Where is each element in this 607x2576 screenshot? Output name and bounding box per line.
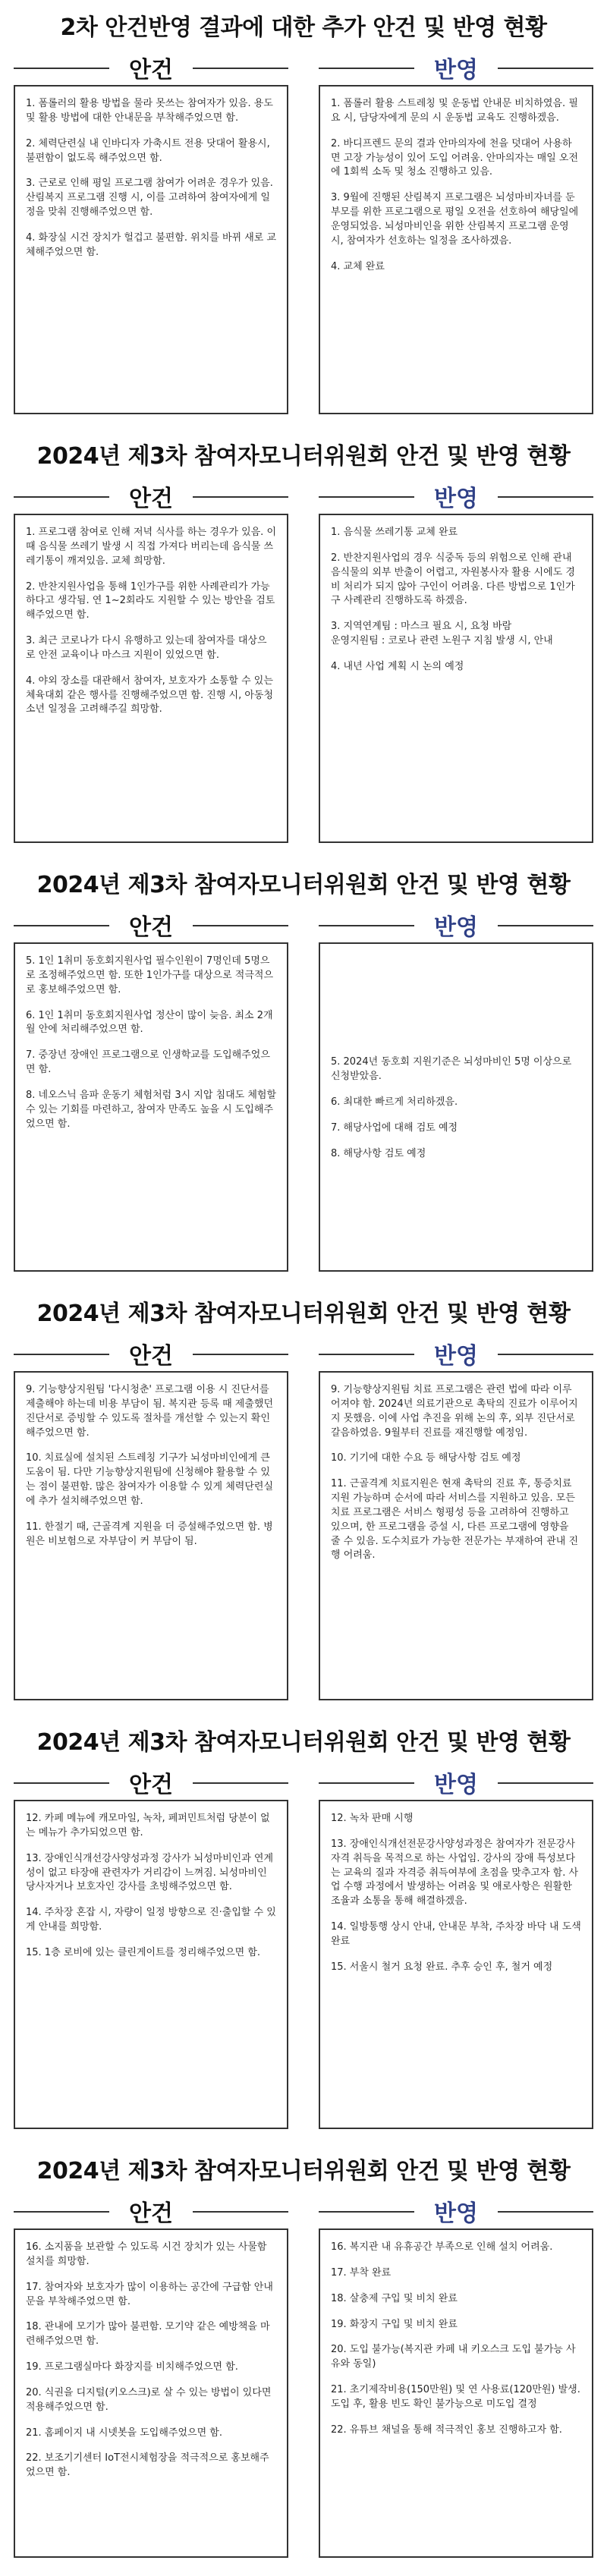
agenda-column <box>14 479 288 843</box>
reflection-item: 12. 녹차 판매 시행 <box>331 1813 414 1824</box>
reflection-label: 반영 <box>414 51 498 84</box>
reflection-box <box>319 1371 593 1700</box>
agenda-column <box>14 1765 288 2129</box>
reflection-column <box>319 2194 593 2558</box>
agenda-label: 안건 <box>109 1337 193 1370</box>
agenda-box <box>14 2228 288 2558</box>
reflection-item: 4. 교체 완료 <box>331 260 385 272</box>
reflection-item: 17. 부착 완료 <box>331 2266 392 2279</box>
section-title: 2024년 제3차 참여자모니터위원회 안건 및 반영 현황 <box>36 1301 571 1327</box>
reflection-header <box>319 50 593 85</box>
reflection-item: 2. 바디프렌드 문의 결과 안마의자에 천을 덧대어 사용하면 고장 가능성이 있어 도입 어려움. 안마의자는 매일 오전에 1회씩 소독 및 청소 진행하고 있음. <box>331 137 579 178</box>
agenda-header <box>14 50 288 85</box>
reflection-item: 10. 기기에 대한 수요 등 해당사항 검토 예정 <box>331 1452 521 1464</box>
reflection-box <box>319 2228 593 2558</box>
agenda-header <box>14 1765 288 1800</box>
agenda-item: 6. 1인 1취미 동호회지원사업 정산이 많이 늦음. 최소 2개월 안에 처리해주었으면 함. <box>26 1009 273 1036</box>
section-title: 2024년 제3차 참여자모니터위원회 안건 및 반영 현황 <box>36 1729 571 1756</box>
agenda-item: 5. 1인 1취미 동호회지원사업 필수인원이 7명인데 5명으로 조정해주었으면 함. 또한 1인가구를 대상으로 적극적으로 홍보해주었으면 함. <box>26 955 274 995</box>
section-title: 2024년 제3차 참여자모니터위원회 안건 및 반영 현황 <box>36 872 571 898</box>
reflection-item: 2. 반찬지원사업의 경우 식중독 등의 위험으로 인해 관내 음식물의 외부 반출이 어렵고, 자원봉사자 활용 시에도 경비 처리가 되지 않아 구인이 어려움. 다른 방법으로 1인가구 사례관리 진행하도록 하겠음. <box>331 552 575 607</box>
agenda-column <box>14 1336 288 1700</box>
reflection-column <box>319 479 593 843</box>
reflection-column <box>319 50 593 414</box>
agenda-item: 17. 참여자와 보호자가 많이 이용하는 공간에 구급함 안내문을 부착해주었으면 함. <box>26 2281 273 2307</box>
reflection-column <box>319 1336 593 1700</box>
agenda-item: 20. 식권을 디지털(키오스크)로 살 수 있는 방법이 있다면 적용해주었으면 함. <box>26 2386 272 2413</box>
agenda-item: 3. 근로로 인해 평일 프로그램 참여가 어려운 경우가 있음. 산림복지 프로그램 진행 시, 이를 고려하여 참여자에게 일정을 맞춰 진행해주었으면 함. <box>26 178 273 219</box>
agenda-item: 8. 네오스닉 음파 운동기 체험처럼 3시 지압 침대도 체험할 수 있는 기회를 마련하고, 참여자 만족도 높을 시 도입해주었으면 함. <box>26 1089 277 1130</box>
agenda-box <box>14 514 288 843</box>
section-columns <box>0 907 607 1272</box>
agenda-item: 15. 1층 로비에 있는 클린게이트를 정리해주었으면 함. <box>26 1946 261 1958</box>
reflection-item: 8. 해당사항 검토 예정 <box>331 1147 426 1159</box>
agenda-item: 2. 체력단련실 내 인바디자 가축시트 전용 닷대어 활용시, 불편함이 없도록 해주었으면 함. <box>26 137 270 164</box>
reflection-item: 11. 근골격계 치료지원은 현재 촉탁의 진료 후, 통증치료 지원 가능하며 순서에 따라 서비스를 지원하고 있음. 모든 치료 프로그램은 서비스 형평성 등을 고려하여 진행하고 있으며, 한 프로그램을 증설 시, 다른 프로그램에 영향을 줄 수 있음. 도수치료가 가능한 전문가는 부재하여 관내 진행 어려움. <box>331 1478 579 1562</box>
reflection-item: 14. 일방통행 상시 안내, 안내문 부착, 주차장 바닥 내 도색 완료 <box>331 1921 581 1947</box>
section-title: 2차 안건반영 결과에 대한 추가 안건 및 반영 현황 <box>60 14 547 41</box>
agenda-item: 1. 프로그램 참여로 인해 저녁 식사를 하는 경우가 있음. 이때 음식물 쓰레기 발생 시 직접 가져다 버리는데 음식물 쓰레기통이 깨져있음. 교체 희망함. <box>26 527 277 567</box>
reflection-item: 22. 유튜브 채널을 통해 적극적인 홍보 진행하고자 함. <box>331 2423 562 2436</box>
agenda-item: 7. 중장년 장애인 프로그램으로 인생학교를 도입해주었으면 함. <box>26 1049 270 1076</box>
agenda-item: 18. 관내에 모기가 많아 불편함. 모기약 같은 예방책을 마련해주었으면 함. <box>26 2321 270 2348</box>
reflection-label: 반영 <box>414 2194 498 2228</box>
agenda-item: 10. 치료실에 설치된 스트레칭 기구가 뇌성마비인에게 큰 도움이 됨. 다만 기능향상지원팀에 신청해야 활용할 수 있는 점이 불편함. 많은 참여자가 이용할 수 있게 체력단련실에 추가 설치해주었으면 함. <box>26 1452 274 1507</box>
report-section <box>0 857 607 1286</box>
reflection-column <box>319 1765 593 2129</box>
reflection-label: 반영 <box>414 908 498 942</box>
reflection-header <box>319 1336 593 1371</box>
reflection-label: 반영 <box>414 1766 498 1799</box>
agenda-item: 2. 반찬지원사업을 통해 1인가구를 위한 사례관리가 가능하다고 생각됨. 연 1~2회라도 지원할 수 있는 방안을 검토해주었으면 함. <box>26 580 275 621</box>
agenda-column <box>14 2194 288 2558</box>
reflection-header <box>319 907 593 942</box>
reflection-item: 13. 장애인식개선전문강사양성과정은 참여자가 전문강사 자격 취득을 목적으로 하는 사업임. 강사의 장애 특성보다는 교육의 질과 자격증 취득여부에 초점을 맞추고자 함. 사업 수행 과정에서 발생하는 어려움 및 애로사항은 원활한 조율과 소통을 통해 해결하겠음. <box>331 1838 579 1908</box>
agenda-label: 안건 <box>109 1766 193 1799</box>
section-columns <box>0 1336 607 1700</box>
report-section <box>0 0 607 429</box>
reflection-item: 5. 2024년 동호회 지원기준은 뇌성마비인 5명 이상으로 신청받았음. <box>331 1056 572 1083</box>
reflection-item: 6. 최대한 빠르게 처리하겠음. <box>331 1096 458 1109</box>
reflection-header <box>319 2194 593 2228</box>
agenda-item: 16. 소지품을 보관할 수 있도록 시건 장치가 있는 사물함 설치를 희망함. <box>26 2241 267 2267</box>
reflection-box <box>319 942 593 1272</box>
agenda-item: 1. 폼롤러의 활용 방법을 물라 못쓰는 참여자가 있음. 용도 및 활용 방법에 대한 안내문을 부착해주었으면 함. <box>26 98 273 124</box>
reflection-item: 18. 살충제 구입 및 비치 완료 <box>331 2292 458 2304</box>
agenda-box <box>14 85 288 414</box>
reflection-item: 16. 복지관 내 유휴공간 부족으로 인해 설치 어려움. <box>331 2241 553 2253</box>
reflection-label: 반영 <box>414 480 498 513</box>
reflection-item: 21. 초기제작비용(150만원) 및 연 사용료(120만원) 발생. 도입 후, 활용 빈도 확인 불가능으로 미도입 결정 <box>331 2384 580 2410</box>
section-title: 2024년 제3차 참여자모니터위원회 안건 및 반영 현황 <box>36 2158 571 2184</box>
report-section <box>0 1286 607 1715</box>
reflection-box <box>319 514 593 843</box>
reflection-box <box>319 1800 593 2129</box>
agenda-box <box>14 1800 288 2129</box>
reflection-label: 반영 <box>414 1337 498 1370</box>
report-section <box>0 1715 607 2144</box>
agenda-label: 안건 <box>109 2194 193 2228</box>
reflection-item: 7. 해당사업에 대해 검토 예정 <box>331 1121 458 1134</box>
reflection-item: 1. 음식물 쓰레기통 교체 완료 <box>331 527 458 538</box>
agenda-header <box>14 907 288 942</box>
reflection-item: 1. 폼롤러 활용 스트레칭 및 운동법 안내문 비치하였음. 필요 시, 담당자에게 문의 시 운동법 교육도 진행하겠음. <box>331 98 578 124</box>
agenda-item: 9. 기능향상지원팀 '다시청춘' 프로그램 이용 시 진단서를 제출해야 하는데 비용 부담이 됨. 복지관 등록 때 제출했던 진단서로 증빙할 수 있도록 절차를 개선할 수 있는지 확인해주었으면 함. <box>26 1384 274 1439</box>
reflection-item: 9. 기능향상지원팀 치료 프로그램은 관련 법에 따라 이루어져야 함. 2024년 의료기관으로 촉탁의 진료가 이루어지지 못했음. 이에 사업 추진을 위해 논의 후, 외부 진단서로 갈음하였음. 9월부터 진료를 재진행할 예정임. <box>331 1384 578 1439</box>
reflection-item: 15. 서울시 철거 요청 완료. 추후 승인 후, 철거 예정 <box>331 1961 553 1973</box>
agenda-label: 안건 <box>109 908 193 942</box>
agenda-item: 11. 한절기 때, 근골격계 지원을 더 증설해주었으면 함. 병원은 비보험으로 자부담이 커 부담이 됨. <box>26 1521 273 1547</box>
reflection-box <box>319 85 593 414</box>
agenda-column <box>14 907 288 1272</box>
reflection-item: 3. 9월에 진행된 산림복지 프로그램은 뇌성마비자녀를 둔 부모를 위한 프로그램으로 평일 오전을 선호하여 해당일에 운영되었음. 뇌성마비인을 위한 산림복지 프로그램 운영 시, 참여자가 선호하는 일정을 조사하겠음. <box>331 192 579 247</box>
agenda-column <box>14 50 288 414</box>
reflection-header <box>319 1765 593 1800</box>
section-title: 2024년 제3차 참여자모니터위원회 안건 및 반영 현황 <box>36 443 571 470</box>
report-section <box>0 429 607 857</box>
agenda-item: 4. 야외 장소를 대관해서 참여자, 보호자가 소통할 수 있는 체육대회 같은 행사를 진행해주었으면 함. 진행 시, 아동청소년 일정을 고려해주길 희망함. <box>26 675 274 716</box>
section-columns <box>0 50 607 414</box>
agenda-header <box>14 1336 288 1371</box>
reflection-item: 20. 도입 불가능(복지관 카페 내 키오스크 도입 불가능 사유와 동일) <box>331 2344 576 2370</box>
agenda-box <box>14 1371 288 1700</box>
section-columns <box>0 1765 607 2129</box>
report-section <box>0 2144 607 2576</box>
agenda-item: 19. 프로그램실마다 화장지를 비치해주었으면 함. <box>26 2361 238 2373</box>
reflection-column <box>319 907 593 1272</box>
reflection-item: 4. 내년 사업 계획 시 논의 예정 <box>331 660 464 672</box>
agenda-header <box>14 479 288 514</box>
agenda-item: 12. 카페 메뉴에 캐모마일, 녹차, 페퍼민트처럼 당분이 없는 메뉴가 추가되었으면 함. <box>26 1813 270 1838</box>
section-columns <box>0 479 607 843</box>
reflection-item: 3. 지역연계팀 : 마스크 필요 시, 요청 바람 운영지원팀 : 코로나 관련 노원구 지침 발생 시, 안내 <box>331 621 553 647</box>
agenda-label: 안건 <box>109 51 193 84</box>
agenda-box <box>14 942 288 1272</box>
agenda-item: 21. 홈페이지 내 시넷봇을 도입해주었으면 함. <box>26 2427 222 2439</box>
agenda-label: 안건 <box>109 480 193 513</box>
reflection-item: 19. 화장지 구입 및 비치 완료 <box>331 2318 458 2330</box>
reflection-header <box>319 479 593 514</box>
agenda-item: 22. 보조기기센터 IoT전시체험장을 적극적으로 홍보해주었으면 함. <box>26 2452 269 2479</box>
section-columns <box>0 2194 607 2558</box>
agenda-item: 14. 주차장 혼잡 시, 자량이 일정 방향으로 진·출입할 수 있게 안내를 희망함. <box>26 1907 276 1933</box>
agenda-item: 4. 화장실 시건 장치가 헐겁고 불편함. 위치를 바뀌 새로 교체해주었으면 함. <box>26 231 277 258</box>
agenda-header <box>14 2194 288 2228</box>
agenda-item: 13. 장애인식개선강사양성과정 강사가 뇌성마비인과 연계성이 없고 타장애 관련자가 거리감이 느껴짐. 뇌성마비인 당사자거나 보호자인 강사를 초빙해주었으면 함. <box>26 1852 274 1893</box>
agenda-item: 3. 최근 코로나가 다시 유행하고 있는데 참여자를 대상으로 안전 교육이나 마스크 지원이 있었으면 함. <box>26 635 267 661</box>
